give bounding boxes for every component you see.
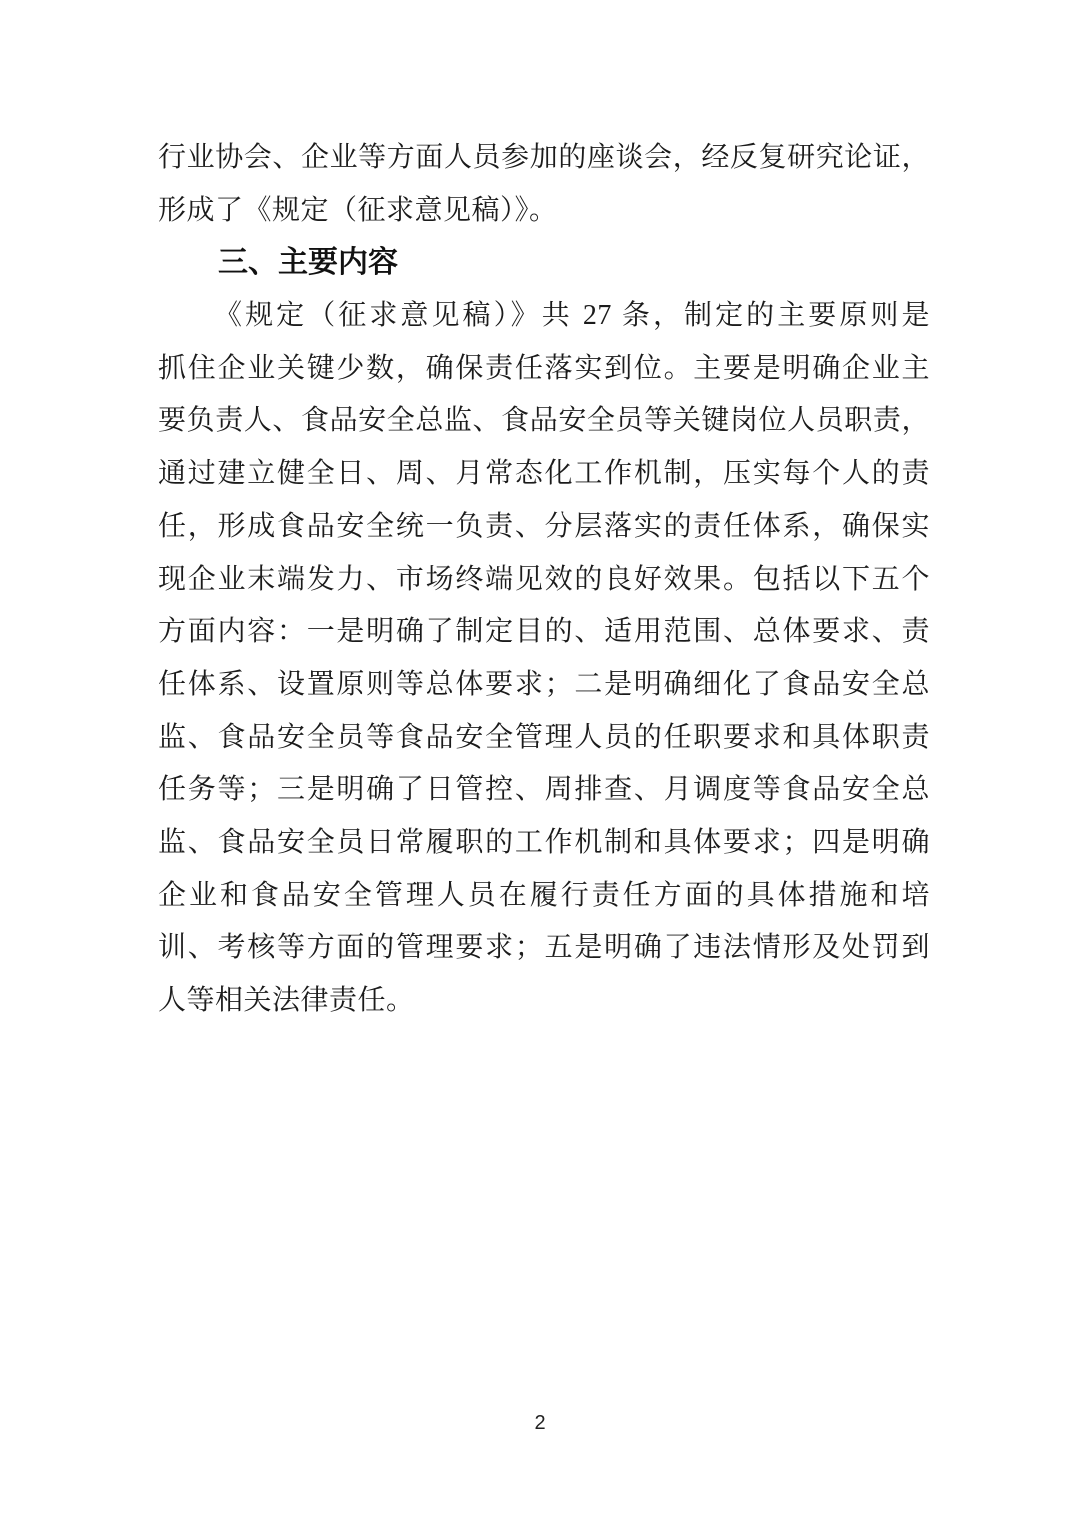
text-line: 《规定（征求意见稿）》共 27 条，制定的主要原则是 (214, 300, 930, 332)
page-number: 2 (534, 1412, 546, 1434)
text-line: 训、考核等方面的管理要求；五是明确了违法情形及处罚到 (158, 932, 930, 964)
document-body (158, 132, 930, 1028)
text-line: 形成了《规定（征求意见稿）》。 (158, 194, 558, 226)
text-line: 方面内容：一是明确了制定目的、适用范围、总体要求、责 (158, 616, 930, 648)
text-line: 行业协会、企业等方面人员参加的座谈会，经反复研究论证， (158, 142, 930, 173)
text-line: 现企业末端发力、市场终端见效的良好效果。包括以下五个 (158, 563, 930, 595)
section-heading: 三、主要内容 (218, 246, 398, 280)
text-line: 企业和食品安全管理人员在履行责任方面的具体措施和培 (158, 879, 930, 911)
text-line: 任，形成食品安全统一负责、分层落实的责任体系，确保实 (158, 510, 930, 542)
text-line: 监、食品安全员等食品安全管理人员的任职要求和具体职责 (158, 721, 930, 753)
intro-paragraph (158, 132, 930, 237)
text-line: 任体系、设置原则等总体要求；二是明确细化了食品安全总 (158, 668, 930, 700)
text-line: 要负责人、食品安全总监、食品安全员等关键岗位人员职责， (158, 405, 930, 437)
text-line: 监、食品安全员日常履职的工作机制和具体要求；四是明确 (158, 826, 930, 858)
text-line: 抓住企业关键少数，确保责任落实到位。主要是明确企业主 (158, 352, 930, 384)
text-line: 通过建立健全日、周、月常态化工作机制，压实每个人的责 (158, 458, 930, 490)
text-line: 人等相关法律责任。 (158, 985, 415, 1016)
main-paragraph (158, 290, 930, 1028)
text-line: 任务等；三是明确了日管控、周排查、月调度等食品安全总 (158, 774, 930, 806)
